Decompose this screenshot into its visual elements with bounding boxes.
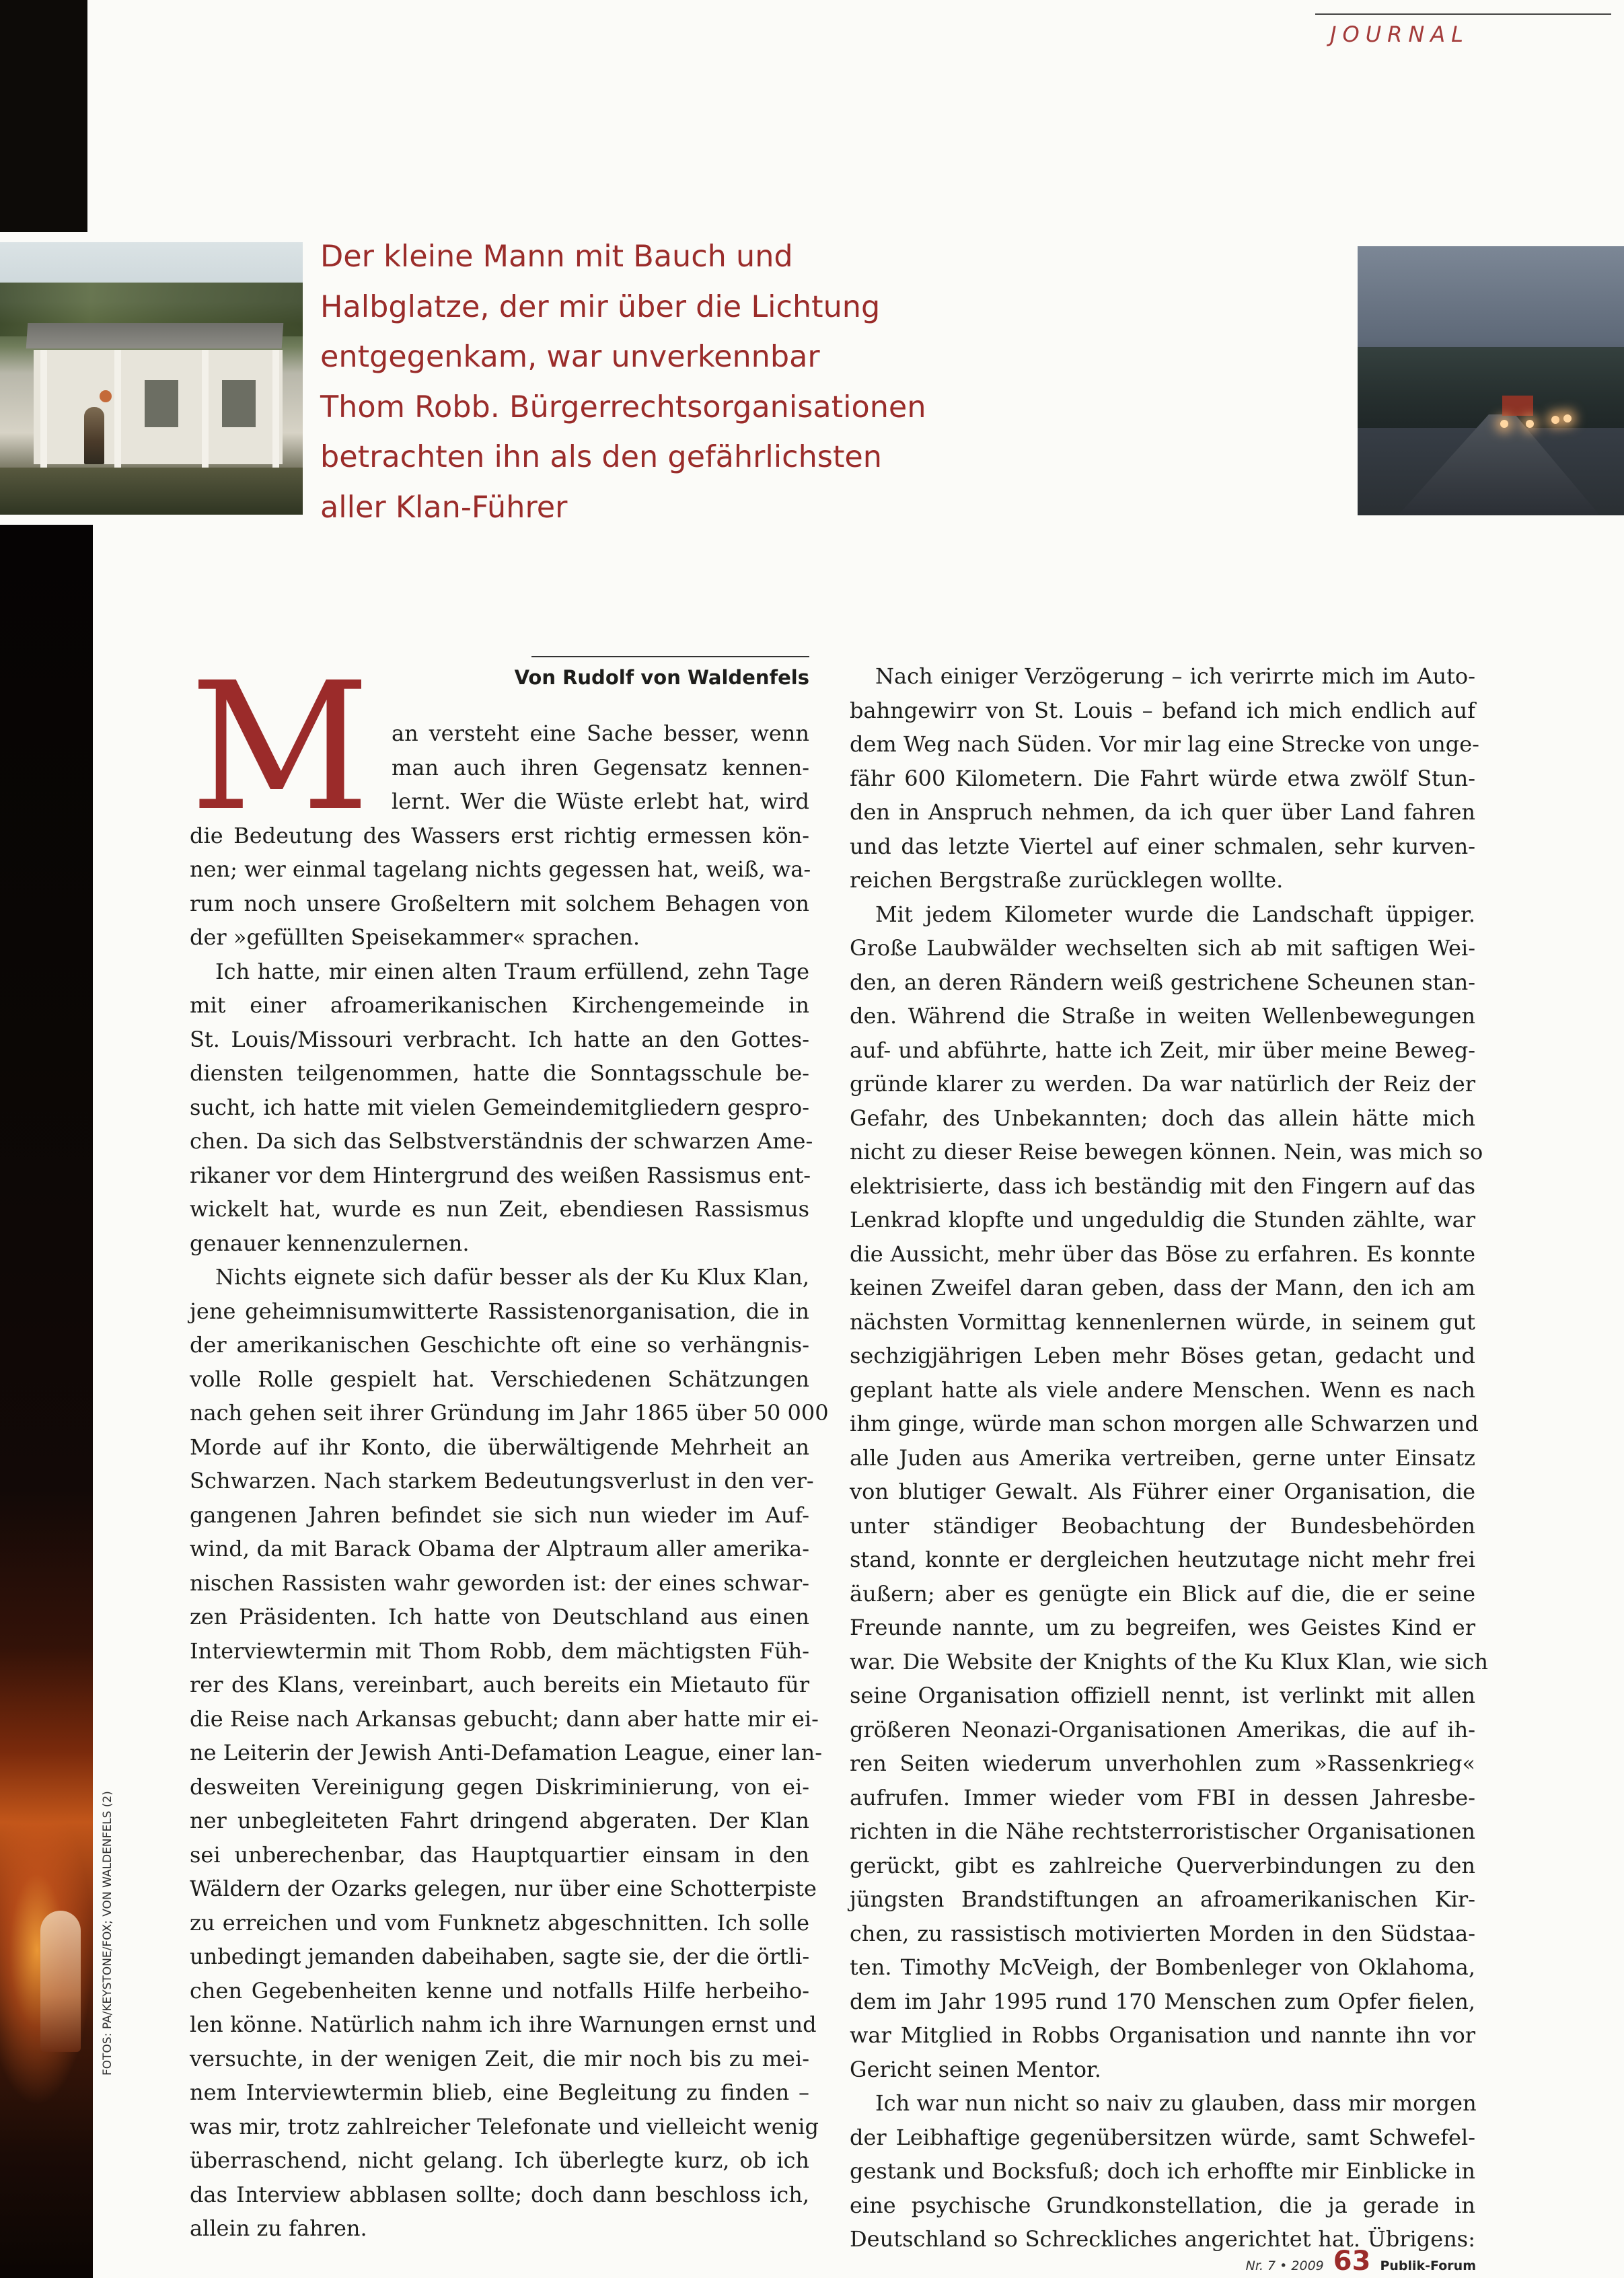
text-line: seine Organisation offiziell nennt, ist verlinkt mit allen [850, 1683, 1475, 1708]
text-line: an versteht eine Sache besser, wenn [392, 721, 809, 746]
text-line: elektrisierte, dass ich beständig mit den Fingern auf das [850, 1173, 1475, 1199]
text-line: Große Laubwälder wechselten sich ab mit saftigen Wei- [850, 935, 1475, 961]
text-line: jüngsten Brandstiftungen an afroamerikanischen Kir- [850, 1886, 1475, 1912]
page-number: 63 [1333, 2246, 1371, 2277]
text-line: sucht, ich hatte mit vielen Gemeindemitgliedern gespro- [190, 1094, 809, 1120]
text-line: der amerikanischen Geschichte oft eine so verhängnis- [190, 1332, 809, 1358]
text-line: aufrufen. Immer wieder vom FBI in dessen Jahresbe- [850, 1784, 1475, 1810]
text-line: Schwarzen. Nach starkem Bedeutungsverlust in den ver- [190, 1468, 814, 1494]
text-line: diensten teilgenommen, hatte die Sonntagsschule be- [190, 1060, 809, 1086]
text-line: und das letzte Viertel auf einer schmalen, sehr kurven- [850, 833, 1475, 859]
text-line: eine psychische Grundkonstellation, die ja gerade in [850, 2192, 1475, 2218]
text-line: desweiten Vereinigung gegen Diskriminierung, von ei- [190, 1773, 809, 1800]
text-line: von blutiger Gewalt. Als Führer einer Organisation, die [850, 1479, 1475, 1504]
lead-quote [320, 232, 993, 533]
text-line: rikaner vor dem Hintergrund des weißen Rassismus ent- [190, 1162, 811, 1188]
text-line: dem im Jahr 1995 rund 170 Menschen zum Opfer fielen, [850, 1988, 1475, 2014]
text-line: len könne. Natürlich nahm ich ihre Warnungen ernst und [190, 2012, 817, 2037]
text-line: fähr 600 Kilometern. Die Fahrt würde etwa zwölf Stun- [850, 765, 1475, 791]
header-rule [1315, 13, 1611, 15]
text-line: zen Präsidenten. Ich hatte von Deutschland aus einen [190, 1604, 809, 1629]
text-line: was mir, trotz zahlreicher Telefonate und vielleicht wenig [190, 2113, 819, 2139]
text-line: Ich war nun nicht so naiv zu glauben, dass mir morgen [875, 2090, 1477, 2116]
text-line: ten. Timothy McVeigh, der Bombenleger von Oklahoma, [850, 1954, 1475, 1980]
text-line: den in Anspruch nehmen, da ich quer über Land fahren [850, 799, 1475, 825]
lead-quote-line: entgegenkam, war unverkennbar [320, 340, 820, 374]
text-line: ne Leiterin der Jewish Anti-Defamation League, einer lan- [190, 1740, 822, 1765]
photo-credit: FOTOS: PA/KEYSTONE/FOX; VON WALDENFELS (2) [101, 1791, 114, 2075]
text-line: lernt. Wer die Wüste erlebt hat, wird [392, 788, 809, 814]
article-column-right [850, 659, 1489, 2256]
lead-quote-line: betrachten ihn als den gefährlichsten [320, 440, 883, 474]
lead-quote-line: Halbglatze, der mir über die Lichtung [320, 289, 881, 324]
text-line: Wäldern der Ozarks gelegen, nur über eine Schotterpiste [190, 1876, 817, 1901]
text-line: nen; wer einmal tagelang nichts gegessen hat, weiß, wa- [190, 856, 811, 882]
lead-quote-line: aller Klan-Führer [320, 490, 568, 525]
text-line: nicht zu dieser Reise bewegen können. Nein, was mich so [850, 1139, 1483, 1165]
text-line: das Interview abblasen sollte; doch dann beschloss ich, [190, 2181, 809, 2207]
text-line: chen, zu rassistisch motivierten Morden in den Südstaa- [850, 1920, 1475, 1946]
text-line: ner unbegleiteten Fahrt dringend abgeraten. Der Klan [190, 1808, 809, 1833]
text-line: geplant hatte als viele andere Menschen. Wenn es nach [850, 1376, 1475, 1403]
text-line: die Bedeutung des Wassers erst richtig ermessen kön- [190, 822, 809, 848]
text-line: Interviewtermin mit Thom Robb, dem mächtigsten Füh- [190, 1638, 809, 1664]
text-line: Ich hatte, mir einen alten Traum erfüllend, zehn Tage [215, 958, 809, 984]
text-line: Freunde nannte, um zu begreifen, wes Geistes Kind er [850, 1615, 1475, 1640]
text-line: Nichts eignete sich dafür besser als der Ku Klux Klan, [215, 1264, 809, 1290]
text-line: nach gehen seit ihrer Gründung im Jahr 1865 über 50 000 [190, 1400, 829, 1426]
byline: Von Rudolf von Waldenfels [514, 666, 809, 689]
text-line: nem Interviewtermin blieb, eine Begleitung zu finden – [190, 2080, 809, 2105]
text-line: ihm ginge, würde man schon morgen alle Schwarzen und [850, 1411, 1479, 1436]
text-line: mit einer afroamerikanischen Kirchengemeinde in [190, 992, 809, 1018]
text-line: gerückt, gibt es zahlreiche Querverbindungen zu den [850, 1852, 1475, 1878]
text-line: sei unberechenbar, das Hauptquartier einsam in den [190, 1841, 809, 1868]
text-line: die Reise nach Arkansas gebucht; dann aber hatte mir ei- [190, 1705, 819, 1732]
text-line: genauer kennenzulernen. [190, 1230, 470, 1256]
article-column-left [190, 717, 829, 2246]
text-line: ren Seiten wiederum unverhohlen zum »Rassenkrieg« [850, 1751, 1475, 1776]
text-line: alle Juden aus Amerika vertreiben, gerne unter Einsatz [850, 1444, 1475, 1471]
text-line: wind, da mit Barack Obama der Alptraum aller amerika- [190, 1536, 809, 1561]
text-line: richten in die Nähe rechtsterroristischer Organisationen [850, 1818, 1475, 1844]
text-line: rer des Klans, vereinbart, auch bereits ein Mietauto für [190, 1672, 809, 1697]
photo-house-porch [0, 242, 303, 515]
text-line: Gericht seinen Mentor. [850, 2056, 1101, 2082]
text-line: reichen Bergstraße zurücklegen wollte. [850, 867, 1284, 893]
text-line: gangenen Jahren befindet sie sich nun wieder im Auf- [190, 1502, 809, 1528]
text-line: Mit jedem Kilometer wurde die Landschaft üppiger. [875, 901, 1475, 927]
text-line: jene geheimnisumwitterte Rassistenorganisation, die in [190, 1298, 809, 1324]
text-line: der Leibhaftige gegenübersitzen würde, samt Schwefel- [850, 2124, 1475, 2150]
text-line: keinen Zweifel daran geben, dass der Mann, den ich am [850, 1275, 1475, 1300]
text-line: unbedingt jemanden dabeihaben, sagte sie, der die örtli- [190, 1944, 810, 1969]
text-line: chen Gegebenheiten kenne und notfalls Hilfe herbeiho- [190, 1977, 809, 2004]
text-line: Deutschland so Schreckliches angerichtet hat. Übrigens: [850, 2226, 1475, 2252]
byline-rule [531, 656, 809, 657]
text-line: volle Rolle gespielt hat. Verschiedenen Schätzungen [190, 1366, 809, 1392]
text-line: den, an deren Rändern weiß gestrichene Scheunen stan- [850, 969, 1475, 995]
text-line: die Aussicht, mehr über das Böse zu erfahren. Es konnte [850, 1241, 1475, 1267]
text-line: äußern; aber es genügte ein Blick auf die, die er seine [850, 1580, 1475, 1607]
text-line: zu erreichen und vom Funknetz abgeschnitten. Ich solle [190, 1909, 809, 1936]
photo-night-road [1358, 246, 1624, 515]
text-line: versuchte, in der wenigen Zeit, die mir noch bis zu mei- [190, 2045, 809, 2071]
text-line: sechzigjährigen Leben mehr Böses getan, gedacht und [850, 1343, 1475, 1368]
photo-top-left-edge [0, 0, 87, 232]
text-line: größeren Neonazi-Organisationen Amerikas, die auf ih- [850, 1716, 1475, 1742]
text-line: Morde auf ihr Konto, die überwältigende Mehrheit an [190, 1434, 809, 1460]
page-footer [1246, 2246, 1476, 2277]
text-line: chen. Da sich das Selbstverständnis der schwarzen Ame- [190, 1128, 813, 1154]
text-line: stand, konnte er dergleichen heutzutage nicht mehr frei [850, 1547, 1475, 1572]
lead-quote-line: Thom Robb. Bürgerrechtsorganisationen [320, 390, 926, 425]
magazine-name: Publik-Forum [1380, 2258, 1476, 2273]
text-line: gestank und Bocksfuß; doch ich erhoffte mir Einblicke in [850, 2158, 1475, 2184]
issue-number: Nr. 7 • 2009 [1245, 2258, 1324, 2273]
text-line: überraschend, nicht gelang. Ich überlegte kurz, ob ich [190, 2147, 809, 2173]
text-line: bahngewirr von St. Louis – befand ich mich endlich auf [850, 697, 1475, 723]
lead-quote-line: Der kleine Mann mit Bauch und [320, 240, 793, 274]
text-line: war Mitglied in Robbs Organisation und nannte ihn vor [850, 2022, 1475, 2048]
text-line: Nach einiger Verzögerung – ich verirrte mich im Auto- [875, 663, 1475, 689]
text-line: allein zu fahren. [190, 2215, 367, 2241]
photo-fire-edge [0, 525, 93, 2278]
text-line: nischen Rassisten wahr geworden ist: der eines schwar- [190, 1570, 809, 1596]
text-line: Lenkrad klopfte und ungeduldig die Stunden zählte, war [850, 1207, 1475, 1233]
text-line: man auch ihren Gegensatz kennen- [392, 754, 809, 780]
drop-cap: M [190, 645, 371, 850]
text-line: auf- und abführte, hatte ich Zeit, mir über meine Beweg- [850, 1037, 1475, 1063]
text-line: St. Louis/Missouri verbracht. Ich hatte an den Gottes- [190, 1026, 809, 1052]
text-line: war. Die Website der Knights of the Ku Klux Klan, wie sich [850, 1648, 1489, 1675]
text-line: nächsten Vormittag kennenlernen würde, in seinem gut [850, 1309, 1475, 1335]
text-line: unter ständiger Beobachtung der Bundesbehörden [850, 1512, 1475, 1539]
text-line: gründe klarer zu werden. Da war natürlich der Reiz der [850, 1071, 1475, 1097]
text-line: rum noch unsere Großeltern mit solchem Behagen von [190, 890, 809, 916]
text-line: den. Während die Straße in weiten Wellenbewegungen [850, 1003, 1475, 1029]
text-line: dem Weg nach Süden. Vor mir lag eine Strecke von unge- [850, 731, 1479, 757]
text-line: der »gefüllten Speisekammer« sprachen. [190, 924, 640, 950]
text-line: Gefahr, des Unbekannten; doch das allein hätte mich [850, 1105, 1475, 1131]
text-line: wickelt hat, wurde es nun Zeit, ebendiesen Rassismus [190, 1196, 809, 1222]
section-label: JOURNAL [1330, 22, 1469, 47]
